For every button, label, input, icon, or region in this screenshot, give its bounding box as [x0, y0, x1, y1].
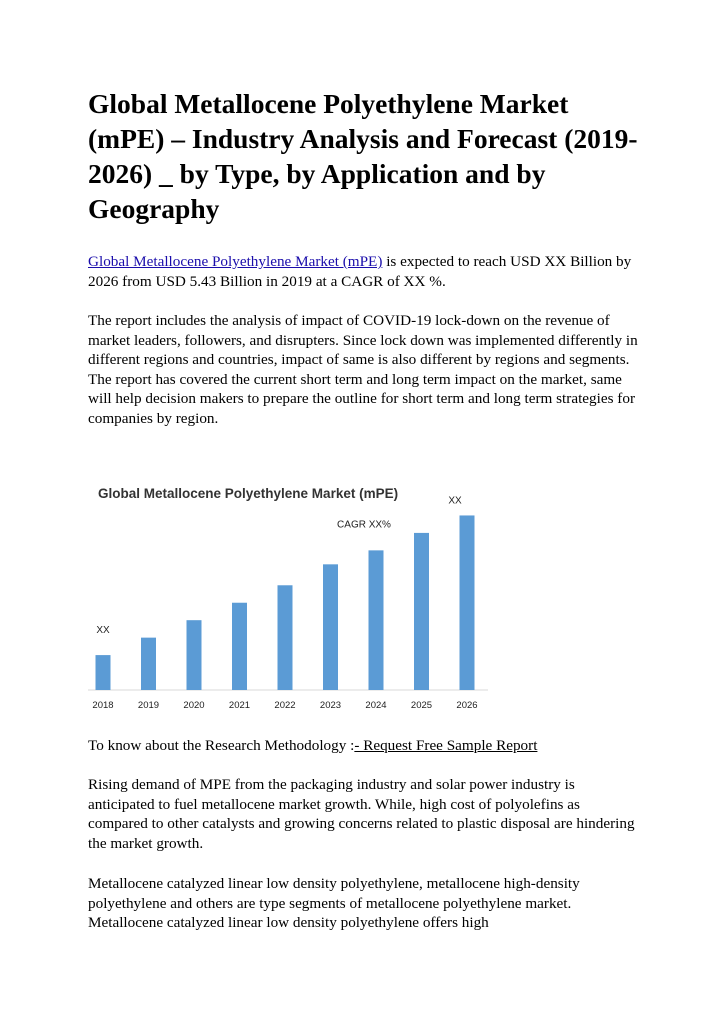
bar-2025 [414, 533, 429, 690]
chart-annotation-1: XX [96, 625, 110, 637]
covid-impact-paragraph: The report includes the analysis of impact of COVID-19 lock-down on the revenue of market leaders, followers, and disrupters. Since lock down was implemented differently in different regions and countries, impact of same is also different by regions and segments. The report has covered the current short term and long term impact on the market, same will help decision makers to prepare the outline for short term and long term strategies for companies by region. [88, 312, 638, 427]
sample-report-link[interactable]: - Request Free Sample Report [354, 737, 538, 754]
chart-title: Global Metallocene Polyethylene Market (mPE) [98, 486, 399, 501]
market-report-link[interactable]: Global Metallocene Polyethylene Market (mPE) [88, 253, 383, 270]
bar-2023 [323, 564, 338, 690]
tick-label-2025: 2025 [410, 700, 433, 711]
drivers-paragraph: Rising demand of MPE from the packaging industry and solar power industry is anticipated to fuel metallocene market growth. While, high cost of polyolefins as compared to other catalysts and growing concerns related to plastic disposal are hindering the market growth. [88, 776, 635, 852]
bar-2022 [278, 585, 293, 690]
bar-2019 [141, 638, 156, 690]
tick-label-2026: 2026 [456, 700, 478, 711]
segments-paragraph: Metallocene catalyzed linear low density polyethylene, metallocene high-density polyethylene and others are type segments of metallocene polyethylene market. Metallocene catalyzed linear low density polyethylene offers high [88, 875, 580, 931]
methodology-text: To know about the Research Methodology : [88, 737, 355, 754]
document-title: Global Metallocene Polyethylene Market (mPE) – Industry Analysis and Forecast (2019-2026) _ by Type, by Application and by Geography [88, 88, 638, 224]
bar-2018 [96, 655, 111, 690]
tick-label-2024: 2024 [365, 700, 387, 711]
bar-2020 [187, 620, 202, 690]
bar-2024 [369, 550, 384, 690]
bar-2026 [460, 515, 475, 690]
intro-text: is expected to reach USD XX Billion by 2026 from USD 5.43 Billion in 2019 at a CAGR of XX %. [88, 253, 632, 290]
chart-annotation-3: XX [448, 495, 462, 507]
tick-label-2018: 2018 [92, 700, 114, 711]
tick-label-2021: 2021 [228, 700, 251, 711]
tick-label-2022: 2022 [274, 700, 296, 711]
market-chart [88, 478, 508, 718]
tick-label-2019: 2019 [137, 700, 160, 711]
intro-paragraph [88, 252, 638, 291]
chart-annotation-2: CAGR XX% [337, 519, 391, 531]
methodology-paragraph [88, 736, 638, 756]
tick-label-2020: 2020 [183, 700, 205, 711]
bar-2021 [232, 603, 247, 690]
tick-label-2023: 2023 [319, 700, 342, 711]
